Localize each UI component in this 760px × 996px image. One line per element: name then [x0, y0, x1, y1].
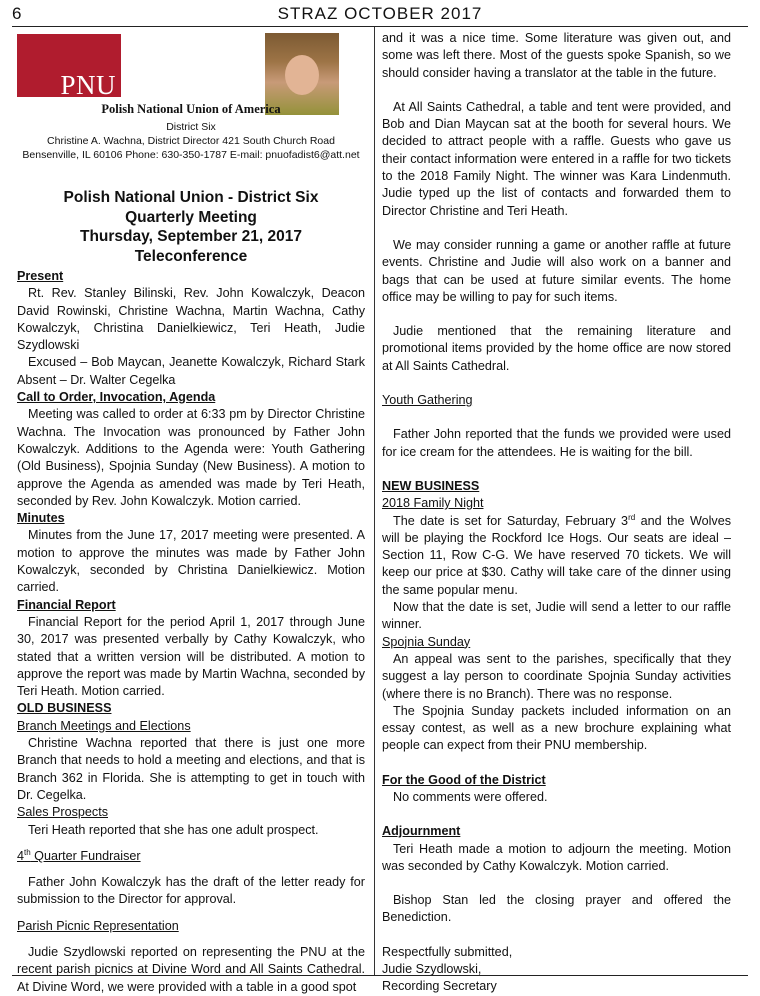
- page-number: 6: [12, 4, 22, 23]
- left-column: [17, 31, 386, 996]
- family-night-ordinal: rd: [628, 512, 636, 522]
- meeting-title: [17, 188, 365, 266]
- call-to-order-heading: Call to Order, Invocation, Agenda: [17, 390, 216, 405]
- minutes-paragraph: Minutes from the June 17, 2017 meeting were presented. A motion to approve the minutes was made by Father John Kowalczyk, seconded by Christina Danielkiewicz. Motion carried.: [17, 528, 365, 595]
- column-divider: [374, 27, 375, 975]
- spojnia-appeal-paragraph: An appeal was sent to the parishes, specifically that they suggest a lay person to coordinate Spojnia Sunday activities (where there is no Branch). There was no response.: [382, 651, 731, 701]
- picnic-paragraph: Judie Szydlowski reported on representing the PNU at the recent parish picnics at Divine Word and All Saints Cathedral. At Divine Word, we were provided with a table in a good spot: [17, 944, 365, 994]
- org-name: Polish National Union of America: [101, 102, 281, 116]
- family-night-date: The date is set for Saturday, February 3: [393, 513, 629, 528]
- fundraiser-ordinal: th: [24, 847, 31, 857]
- pnu-logo: [17, 34, 121, 100]
- fundraiser-title: Quarter Fundraiser: [30, 848, 141, 863]
- top-rule: [12, 26, 748, 27]
- branch-meetings-heading: Branch Meetings and Elections: [17, 718, 191, 733]
- present-paragraph: Rt. Rev. Stanley Bilinski, Rev. John Kowalczyk, Deacon David Rowinski, Christine Wachna, Martin Wachna, Cathy Kowalczyk, Christina Danielkiewicz, Teri Heath, Judie Szydlowski: [17, 286, 365, 353]
- masthead: STRAZ OCTOBER 2017: [277, 4, 483, 23]
- page-header: [0, 0, 760, 26]
- signature-block: [382, 944, 731, 996]
- present-heading: Present: [17, 269, 64, 283]
- branch-meetings-paragraph: Christine Wachna reported that there is just one more Branch that needs to hold a meeting and elections, and that is Branch 362 in Florida. She is attempting to get in touch with Dr. Cegelka.: [17, 736, 365, 802]
- picnic-heading: Parish Picnic Representation: [17, 918, 179, 933]
- minutes-heading: Minutes: [17, 511, 65, 526]
- adjournment-paragraph: Teri Heath made a motion to adjourn the meeting. Motion was seconded by Cathy Kowalczyk. Motion carried.: [382, 841, 731, 873]
- right-column: [382, 30, 735, 996]
- title-line-1: Polish National Union - District Six: [63, 189, 319, 206]
- call-to-order-paragraph: Meeting was called to order at 6:33 pm by Director Christine Wachna. The Invocation was pronounced by Father John Kowalczyk. Additions to the Agenda were: Youth Gathering (Old Business), Spojnia Sunday (New Business). A motion to approve the Agenda as amended was made by Teri Heath, seconded by Rev. John Kowalczyk. Motion carried.: [17, 407, 365, 508]
- sales-prospects-paragraph: Teri Heath reported that she has one adult prospect.: [28, 822, 319, 837]
- fundraiser-number: 4: [17, 848, 25, 863]
- raffle-winner-paragraph: Now that the date is set, Judie will send a letter to our raffle winner.: [382, 600, 731, 632]
- new-business-heading: NEW BUSINESS: [382, 478, 480, 493]
- signature-line-3: Recording Secretary: [382, 979, 497, 994]
- title-line-4: Teleconference: [134, 247, 248, 265]
- cathedral-paragraph: At All Saints Cathedral, a table and tent were provided, and Bob and Dian Maycan sat at the booth for several hours. We decided to attract people with a raffle. Guests who gave us their contact information were entered in a raffle for two tickets to the 2018 Family Night. The winner was Kara Lindenmuth. Judie typed up the list of contacts and forwarded them to Director Christine and Teri Heath.: [382, 99, 731, 218]
- picnic-continued-paragraph: and it was a nice time. Some literature was given out, and some was left there. Most of the guests spoke Spanish, so we should consider having a translator at the table in the future.: [382, 31, 731, 80]
- youth-gathering-paragraph: Father John reported that the funds we provided were used for ice cream for the attendees. He is waiting for the bill.: [382, 427, 731, 459]
- literature-paragraph: Judie mentioned that the remaining literature and promotional items provided by the home office are now stored at All Saints Cathedral.: [382, 324, 731, 373]
- family-night-details: and the Wolves will be playing the Rockford Ice Hogs. Our seats are ideal – Section 11, Row C-G. We have reserved 70 tickets. We will keep our price at $30. Cathy will take care of the dinner using the same popular menu.: [382, 513, 735, 597]
- closing-prayer-paragraph: Bishop Stan led the closing prayer and offered the Benediction.: [382, 893, 731, 925]
- spojnia-packets-paragraph: The Spojnia Sunday packets included information on an essay contest, as well as a new brochure explaining what people can expect from their PNU membership.: [382, 703, 731, 753]
- bottom-rule: [12, 975, 748, 976]
- district-label: District Six: [166, 121, 216, 133]
- org-address: [17, 120, 365, 162]
- address-line-2: Bensenville, IL 60106 Phone: 630-350-1787 E-mail: pnuofadist6@att.net: [22, 149, 360, 161]
- youth-gathering-heading: Youth Gathering: [382, 393, 473, 408]
- adjournment-heading: Adjournment: [382, 824, 461, 839]
- fundraiser-heading: [17, 848, 365, 865]
- address-line-1: Christine A. Wachna, District Director 421 South Church Road: [47, 135, 335, 147]
- future-events-paragraph: We may consider running a game or another raffle at future events. Christine and Judie will also work on a banner and bags that can be used at future similar events. The home office may be willing to pay for such items.: [382, 237, 731, 304]
- signature-line-1: Respectfully submitted,: [382, 944, 513, 959]
- logo-text: PNU: [60, 69, 116, 100]
- excused-paragraph: Excused – Bob Maycan, Jeanette Kowalczyk, Richard Stark Absent – Dr. Walter Cegelka: [17, 355, 386, 387]
- title-line-3: Thursday, September 21, 2017: [80, 228, 302, 245]
- letterhead: [17, 31, 365, 182]
- sales-prospects-heading: Sales Prospects: [17, 805, 108, 820]
- photo-face: [285, 55, 319, 95]
- spojnia-sunday-heading: Spojnia Sunday: [382, 634, 471, 649]
- financial-report-paragraph: Financial Report for the period April 1, 2017 through June 30, 2017 was presented verbally by Cathy Kowalczyk, who stated that a written version will be distributed. A motion to approve the report was made by Martin Wachna, seconded by Teri Heath. Motion carried.: [17, 614, 365, 699]
- good-of-district-heading: For the Good of the District: [382, 772, 546, 787]
- signature-line-2: Judie Szydlowski,: [382, 962, 482, 977]
- financial-report-heading: Financial Report: [17, 597, 116, 612]
- good-of-district-paragraph: No comments were offered.: [393, 789, 548, 804]
- old-business-heading: OLD BUSINESS: [17, 701, 112, 716]
- family-night-heading: 2018 Family Night: [382, 496, 484, 511]
- family-night-paragraph: [382, 512, 735, 599]
- fundraiser-paragraph: Father John Kowalczyk has the draft of the letter ready for submission to the Director for approval.: [17, 875, 365, 907]
- title-line-2: Quarterly Meeting: [125, 208, 257, 226]
